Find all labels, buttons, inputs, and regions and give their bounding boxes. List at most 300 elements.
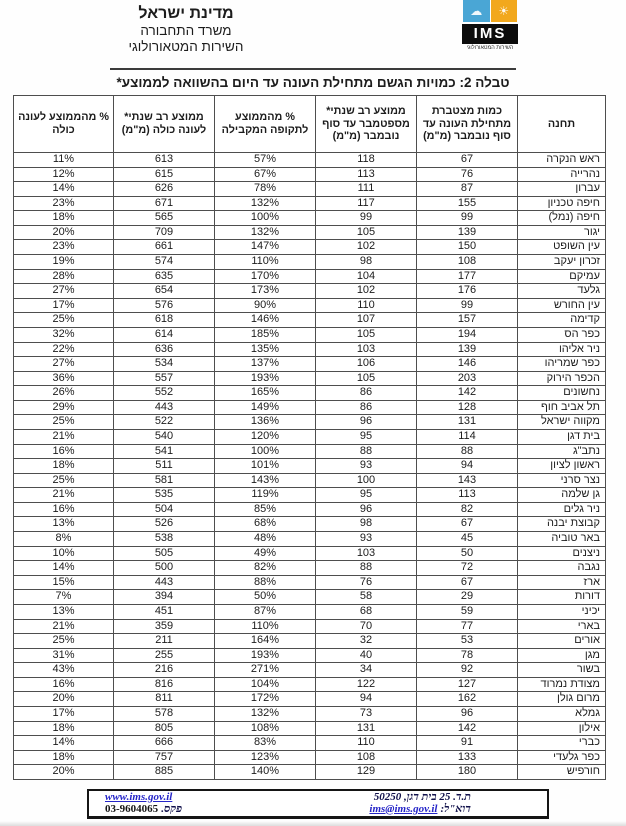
- email-group: [369, 804, 471, 815]
- value-cell: 13%: [14, 604, 114, 619]
- station-name: בשור: [518, 663, 606, 678]
- value-cell: 194: [417, 327, 518, 342]
- station-name: הכפר הירוק: [518, 371, 606, 386]
- value-cell: 110: [316, 298, 417, 313]
- station-name: חיפה (נמל): [518, 211, 606, 226]
- value-cell: 216: [114, 663, 215, 678]
- value-cell: 98: [316, 517, 417, 532]
- value-cell: 451: [114, 604, 215, 619]
- fax-number: 03-9604065: [105, 802, 159, 815]
- value-cell: 100: [316, 473, 417, 488]
- value-cell: 146: [417, 357, 518, 372]
- value-cell: 85%: [215, 502, 316, 517]
- station-name: נחשונים: [518, 386, 606, 401]
- value-cell: 107: [316, 313, 417, 328]
- value-cell: 15%: [14, 575, 114, 590]
- value-cell: 67: [417, 575, 518, 590]
- table-row: [14, 648, 606, 663]
- fax-group: [105, 804, 182, 815]
- value-cell: 119%: [215, 488, 316, 503]
- value-cell: 504: [114, 502, 215, 517]
- station-name: נתב"ג: [518, 444, 606, 459]
- value-cell: 147%: [215, 240, 316, 255]
- value-cell: 23%: [14, 240, 114, 255]
- table-row: [14, 663, 606, 678]
- value-cell: 21%: [14, 619, 114, 634]
- value-cell: 83%: [215, 736, 316, 751]
- value-cell: 100%: [215, 444, 316, 459]
- table-row: [14, 750, 606, 765]
- email-link[interactable]: ims@ims.gov.il: [369, 802, 438, 815]
- value-cell: 67: [417, 153, 518, 168]
- value-cell: 50%: [215, 590, 316, 605]
- column-header-1: כמות מצטברת מתחילת העונה עד סוף נובמבר (מ"מ): [417, 96, 518, 153]
- station-name: יכיני: [518, 604, 606, 619]
- org-service: השירות המטאורולוגי: [128, 39, 244, 54]
- table-header: [14, 96, 606, 153]
- value-cell: 211: [114, 634, 215, 649]
- value-cell: 538: [114, 532, 215, 547]
- table-row: [14, 255, 606, 270]
- table-row: [14, 182, 606, 197]
- value-cell: 103: [316, 546, 417, 561]
- value-cell: 20%: [14, 225, 114, 240]
- station-name: ניר אליהו: [518, 342, 606, 357]
- footer-row-2: [89, 804, 547, 816]
- value-cell: 43%: [14, 663, 114, 678]
- station-name: עין השופט: [518, 240, 606, 255]
- value-cell: 142: [417, 386, 518, 401]
- rainfall-table: [13, 95, 606, 780]
- station-name: כפר שמריהו: [518, 357, 606, 372]
- value-cell: 132%: [215, 196, 316, 211]
- value-cell: 534: [114, 357, 215, 372]
- value-cell: 21%: [14, 488, 114, 503]
- table-row: [14, 721, 606, 736]
- value-cell: 143: [417, 473, 518, 488]
- value-cell: 816: [114, 677, 215, 692]
- value-cell: 615: [114, 167, 215, 182]
- value-cell: 36%: [14, 371, 114, 386]
- value-cell: 78: [417, 648, 518, 663]
- value-cell: 117: [316, 196, 417, 211]
- table-row: [14, 604, 606, 619]
- value-cell: 49%: [215, 546, 316, 561]
- value-cell: 541: [114, 444, 215, 459]
- value-cell: 34: [316, 663, 417, 678]
- value-cell: 110%: [215, 619, 316, 634]
- value-cell: 511: [114, 459, 215, 474]
- value-cell: 99: [417, 298, 518, 313]
- value-cell: 18%: [14, 211, 114, 226]
- value-cell: 131: [417, 415, 518, 430]
- station-name: ראש הנקרה: [518, 153, 606, 168]
- value-cell: 105: [316, 225, 417, 240]
- value-cell: 48%: [215, 532, 316, 547]
- cloud-icon: ☁: [463, 0, 490, 22]
- org-block: [58, 4, 314, 55]
- table-row: [14, 502, 606, 517]
- table-title: טבלה 2: כמויות הגשם מתחילת העונה עד היום בהשוואה לממוצע*: [116, 75, 510, 90]
- table-row: [14, 736, 606, 751]
- value-cell: 157: [417, 313, 518, 328]
- value-cell: 111: [316, 182, 417, 197]
- station-name: כפר גלעדי: [518, 750, 606, 765]
- value-cell: 149%: [215, 400, 316, 415]
- value-cell: 143%: [215, 473, 316, 488]
- station-name: ארז: [518, 575, 606, 590]
- value-cell: 164%: [215, 634, 316, 649]
- value-cell: 146%: [215, 313, 316, 328]
- station-name: מרום גולן: [518, 692, 606, 707]
- value-cell: 82%: [215, 561, 316, 576]
- station-name: חיפה טכניון: [518, 196, 606, 211]
- value-cell: 113: [316, 167, 417, 182]
- value-cell: 142: [417, 721, 518, 736]
- value-cell: 552: [114, 386, 215, 401]
- table-row: [14, 269, 606, 284]
- table-row: [14, 342, 606, 357]
- table-row: [14, 400, 606, 415]
- value-cell: 57%: [215, 153, 316, 168]
- table-row: [14, 284, 606, 299]
- station-name: בארי: [518, 619, 606, 634]
- value-cell: 94: [316, 692, 417, 707]
- value-cell: 21%: [14, 429, 114, 444]
- value-cell: 522: [114, 415, 215, 430]
- station-name: זכרון יעקב: [518, 255, 606, 270]
- value-cell: 7%: [14, 590, 114, 605]
- value-cell: 443: [114, 400, 215, 415]
- column-header-5: % מהממוצע לעונה כולה: [14, 96, 114, 153]
- station-name: יגור: [518, 225, 606, 240]
- table-row: [14, 473, 606, 488]
- value-cell: 110%: [215, 255, 316, 270]
- value-cell: 103: [316, 342, 417, 357]
- table-row: [14, 313, 606, 328]
- value-cell: 140%: [215, 765, 316, 780]
- station-name: אורים: [518, 634, 606, 649]
- value-cell: 11%: [14, 153, 114, 168]
- value-cell: 132%: [215, 225, 316, 240]
- value-cell: 77: [417, 619, 518, 634]
- station-name: דורות: [518, 590, 606, 605]
- value-cell: 165%: [215, 386, 316, 401]
- org-department: משרד התחבורה: [140, 23, 232, 38]
- value-cell: 28%: [14, 269, 114, 284]
- org-name: מדינת ישראל: [138, 5, 234, 22]
- value-cell: 129: [316, 765, 417, 780]
- value-cell: 576: [114, 298, 215, 313]
- header-divider: [110, 68, 516, 70]
- value-cell: 578: [114, 706, 215, 721]
- station-name: ניצנים: [518, 546, 606, 561]
- table-row: [14, 298, 606, 313]
- table-row: [14, 153, 606, 168]
- value-cell: 613: [114, 153, 215, 168]
- value-cell: 32: [316, 634, 417, 649]
- value-cell: 16%: [14, 677, 114, 692]
- value-cell: 10%: [14, 546, 114, 561]
- value-cell: 76: [417, 167, 518, 182]
- value-cell: 626: [114, 182, 215, 197]
- table-row: [14, 692, 606, 707]
- value-cell: 68: [316, 604, 417, 619]
- value-cell: 535: [114, 488, 215, 503]
- value-cell: 8%: [14, 532, 114, 547]
- value-cell: 88%: [215, 575, 316, 590]
- value-cell: 14%: [14, 736, 114, 751]
- column-header-4: ממוצע רב שנתי* לעונה כולה (מ"מ): [114, 96, 215, 153]
- table-row: [14, 517, 606, 532]
- value-cell: 59: [417, 604, 518, 619]
- value-cell: 671: [114, 196, 215, 211]
- value-cell: 155: [417, 196, 518, 211]
- value-cell: 108%: [215, 721, 316, 736]
- station-name: באר טוביה: [518, 532, 606, 547]
- value-cell: 132%: [215, 706, 316, 721]
- station-name: גמלא: [518, 706, 606, 721]
- value-cell: 661: [114, 240, 215, 255]
- value-cell: 805: [114, 721, 215, 736]
- value-cell: 709: [114, 225, 215, 240]
- value-cell: 180: [417, 765, 518, 780]
- value-cell: 67: [417, 517, 518, 532]
- value-cell: 88: [316, 444, 417, 459]
- value-cell: 137%: [215, 357, 316, 372]
- station-name: ניר גלים: [518, 502, 606, 517]
- value-cell: 885: [114, 765, 215, 780]
- value-cell: 40: [316, 648, 417, 663]
- table-row: [14, 415, 606, 430]
- value-cell: 113: [417, 488, 518, 503]
- value-cell: 574: [114, 255, 215, 270]
- table-row: [14, 575, 606, 590]
- ims-logo: [462, 0, 518, 51]
- postal-address: ת.ד. 25 בית דגן, 50250: [373, 791, 471, 803]
- table-row: [14, 765, 606, 780]
- station-name: גן שלמה: [518, 488, 606, 503]
- value-cell: 14%: [14, 561, 114, 576]
- value-cell: 82: [417, 502, 518, 517]
- value-cell: 133: [417, 750, 518, 765]
- value-cell: 505: [114, 546, 215, 561]
- value-cell: 635: [114, 269, 215, 284]
- value-cell: 27%: [14, 357, 114, 372]
- station-name: בית דגן: [518, 429, 606, 444]
- value-cell: 150: [417, 240, 518, 255]
- table-row: [14, 211, 606, 226]
- value-cell: 93: [316, 532, 417, 547]
- value-cell: 18%: [14, 750, 114, 765]
- value-cell: 29: [417, 590, 518, 605]
- table-row: [14, 429, 606, 444]
- value-cell: 102: [316, 240, 417, 255]
- value-cell: 73: [316, 706, 417, 721]
- value-cell: 162: [417, 692, 518, 707]
- table-row: [14, 225, 606, 240]
- value-cell: 176: [417, 284, 518, 299]
- value-cell: 203: [417, 371, 518, 386]
- station-name: חורפיש: [518, 765, 606, 780]
- value-cell: 88: [417, 444, 518, 459]
- value-cell: 172%: [215, 692, 316, 707]
- value-cell: 87: [417, 182, 518, 197]
- value-cell: 14%: [14, 182, 114, 197]
- value-cell: 557: [114, 371, 215, 386]
- table-row: [14, 459, 606, 474]
- table-row: [14, 371, 606, 386]
- value-cell: 26%: [14, 386, 114, 401]
- value-cell: 105: [316, 327, 417, 342]
- value-cell: 19%: [14, 255, 114, 270]
- value-cell: 110: [316, 736, 417, 751]
- value-cell: 526: [114, 517, 215, 532]
- contact-footer: [87, 789, 549, 819]
- value-cell: 500: [114, 561, 215, 576]
- station-name: ראשון לציון: [518, 459, 606, 474]
- table-row: [14, 196, 606, 211]
- station-name: נהרייה: [518, 167, 606, 182]
- value-cell: 139: [417, 225, 518, 240]
- value-cell: 104: [316, 269, 417, 284]
- value-cell: 104%: [215, 677, 316, 692]
- table-row: [14, 619, 606, 634]
- value-cell: 23%: [14, 196, 114, 211]
- ims-logo-text: IMS: [462, 24, 518, 44]
- value-cell: 95: [316, 488, 417, 503]
- station-name: אילון: [518, 721, 606, 736]
- value-cell: 666: [114, 736, 215, 751]
- station-name: קבוצת יבנה: [518, 517, 606, 532]
- value-cell: 67%: [215, 167, 316, 182]
- value-cell: 636: [114, 342, 215, 357]
- value-cell: 16%: [14, 502, 114, 517]
- station-name: עברון: [518, 182, 606, 197]
- value-cell: 102: [316, 284, 417, 299]
- station-name: כפר הס: [518, 327, 606, 342]
- sun-icon: ☀: [491, 0, 518, 22]
- ims-logo-squares: [463, 0, 517, 22]
- value-cell: 20%: [14, 765, 114, 780]
- value-cell: 271%: [215, 663, 316, 678]
- station-name: גלעד: [518, 284, 606, 299]
- value-cell: 170%: [215, 269, 316, 284]
- value-cell: 25%: [14, 634, 114, 649]
- value-cell: 93: [316, 459, 417, 474]
- value-cell: 185%: [215, 327, 316, 342]
- value-cell: 105: [316, 371, 417, 386]
- station-name: קדימה: [518, 313, 606, 328]
- value-cell: 12%: [14, 167, 114, 182]
- column-header-2: ממוצע רב שנתי* מספטמבר עד סוף נובמבר (מ"מ): [316, 96, 417, 153]
- value-cell: 99: [316, 211, 417, 226]
- value-cell: 95: [316, 429, 417, 444]
- value-cell: 22%: [14, 342, 114, 357]
- value-cell: 106: [316, 357, 417, 372]
- table-row: [14, 386, 606, 401]
- value-cell: 118: [316, 153, 417, 168]
- value-cell: 255: [114, 648, 215, 663]
- value-cell: 127: [417, 677, 518, 692]
- value-cell: 100%: [215, 211, 316, 226]
- value-cell: 108: [316, 750, 417, 765]
- value-cell: 565: [114, 211, 215, 226]
- value-cell: 122: [316, 677, 417, 692]
- station-name: מגן: [518, 648, 606, 663]
- value-cell: 540: [114, 429, 215, 444]
- table-row: [14, 706, 606, 721]
- table-row: [14, 327, 606, 342]
- value-cell: 96: [417, 706, 518, 721]
- value-cell: 394: [114, 590, 215, 605]
- station-name: מצודת נמרוד: [518, 677, 606, 692]
- value-cell: 32%: [14, 327, 114, 342]
- value-cell: 87%: [215, 604, 316, 619]
- value-cell: 359: [114, 619, 215, 634]
- value-cell: 114: [417, 429, 518, 444]
- value-cell: 25%: [14, 415, 114, 430]
- value-cell: 108: [417, 255, 518, 270]
- value-cell: 68%: [215, 517, 316, 532]
- value-cell: 654: [114, 284, 215, 299]
- value-cell: 20%: [14, 692, 114, 707]
- value-cell: 72: [417, 561, 518, 576]
- value-cell: 86: [316, 400, 417, 415]
- value-cell: 618: [114, 313, 215, 328]
- value-cell: 177: [417, 269, 518, 284]
- table-row: [14, 167, 606, 182]
- value-cell: 27%: [14, 284, 114, 299]
- value-cell: 17%: [14, 706, 114, 721]
- table-row: [14, 357, 606, 372]
- table-row: [14, 488, 606, 503]
- value-cell: 99: [417, 211, 518, 226]
- value-cell: 76: [316, 575, 417, 590]
- station-name: עין החורש: [518, 298, 606, 313]
- value-cell: 135%: [215, 342, 316, 357]
- website-link[interactable]: www.ims.gov.il: [105, 791, 173, 803]
- station-name: עמיקם: [518, 269, 606, 284]
- value-cell: 136%: [215, 415, 316, 430]
- value-cell: 88: [316, 561, 417, 576]
- value-cell: 614: [114, 327, 215, 342]
- value-cell: 96: [316, 502, 417, 517]
- table-row: [14, 561, 606, 576]
- value-cell: 94: [417, 459, 518, 474]
- station-name: כברי: [518, 736, 606, 751]
- fax-label: פקס.: [161, 802, 183, 815]
- value-cell: 53: [417, 634, 518, 649]
- table-row: [14, 677, 606, 692]
- column-header-0: תחנה: [518, 96, 606, 153]
- value-cell: 131: [316, 721, 417, 736]
- value-cell: 139: [417, 342, 518, 357]
- column-header-3: % מהממוצע לתקופה המקבילה: [215, 96, 316, 153]
- value-cell: 31%: [14, 648, 114, 663]
- value-cell: 128: [417, 400, 518, 415]
- table-row: [14, 590, 606, 605]
- value-cell: 13%: [14, 517, 114, 532]
- table-row: [14, 240, 606, 255]
- table-row: [14, 532, 606, 547]
- station-name: תל אביב חוף: [518, 400, 606, 415]
- table-row: [14, 444, 606, 459]
- value-cell: 70: [316, 619, 417, 634]
- value-cell: 581: [114, 473, 215, 488]
- value-cell: 120%: [215, 429, 316, 444]
- value-cell: 17%: [14, 298, 114, 313]
